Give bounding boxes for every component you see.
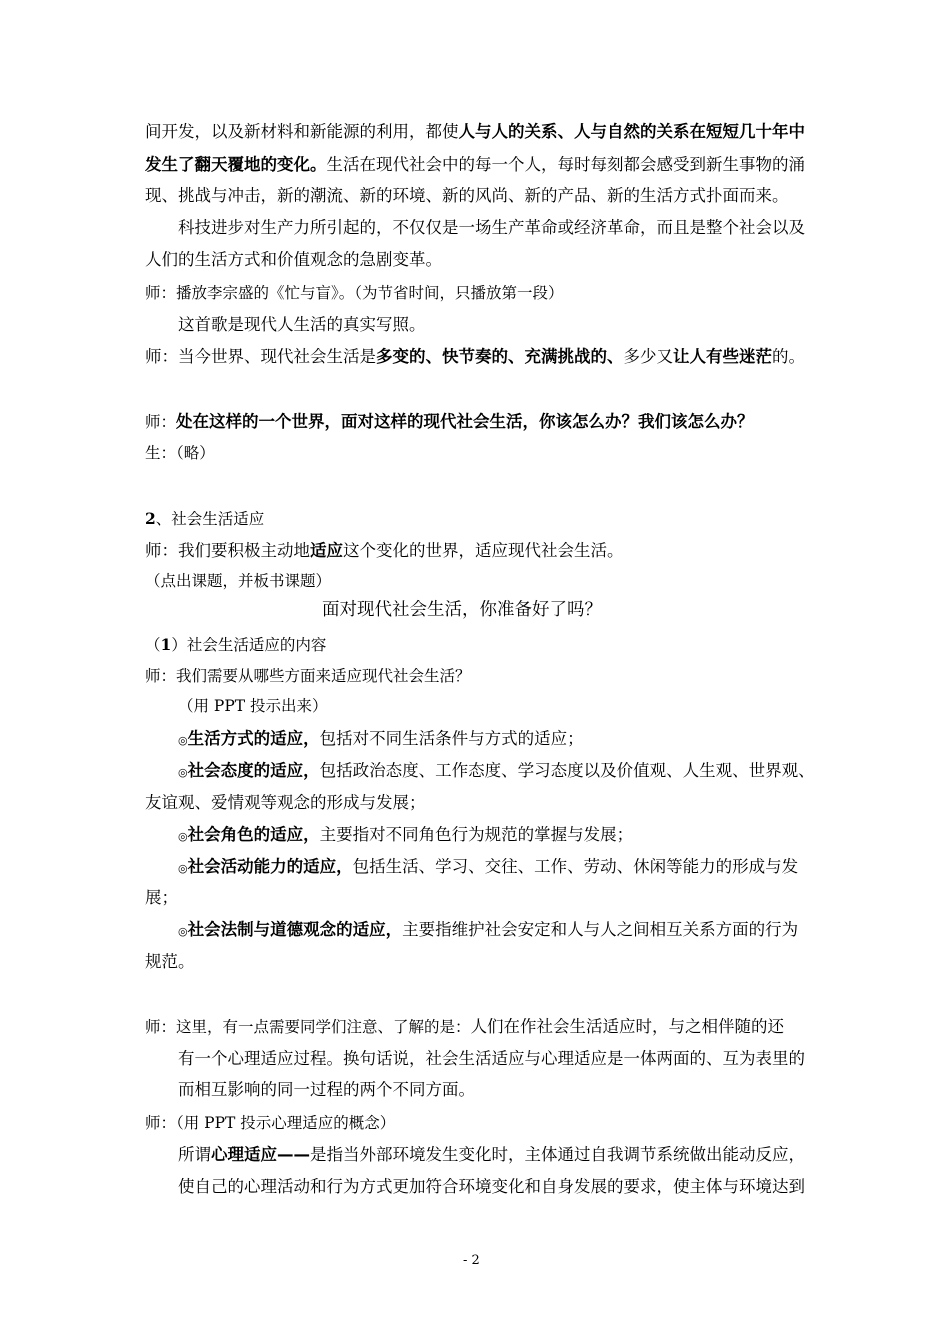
paragraph-line: 这首歌是现代人生活的真实写照。 — [178, 315, 426, 334]
bold-text: 处在这样的一个世界，面对这样的现代社会生活，你该怎么办？我们该怎么办？ — [176, 412, 754, 431]
text-span: 多少又 — [623, 347, 673, 366]
text-span: ）社会生活适应的内容 — [171, 636, 327, 654]
note-line: （点出课题，并板书课题） — [145, 572, 332, 590]
bullet-mark-icon: ◎ — [178, 925, 188, 938]
bold-text: 人与人的关系、人与自然的关系在短短几十年中 — [458, 122, 805, 141]
bullet-item — [178, 827, 633, 844]
note-line: （用 PPT 投示出来） — [178, 697, 328, 715]
paragraph-line: 现、挑战与冲击，新的潮流、新的环境、新的风尚、新的产品、新的生活方式扑面而来。 — [145, 186, 789, 205]
text-span: 包括政治态度、工作态度、学习态度以及价值观、人生观、世界观、 — [319, 761, 815, 780]
paragraph-line — [145, 124, 805, 141]
bullet-item — [178, 763, 815, 780]
text-span: 的。 — [772, 347, 805, 366]
text-span: 包括对不同生活条件与方式的适应； — [319, 729, 584, 748]
bold-text: 生活方式的适应， — [187, 729, 320, 748]
teacher-line — [145, 349, 805, 366]
text-span: 间开发，以及新材料和新能源的利用，都使 — [145, 122, 459, 141]
bold-text: 社会角色的适应， — [187, 825, 320, 844]
page-number: - 2 — [463, 1253, 480, 1268]
bold-text: 适应 — [310, 541, 343, 560]
text-span: 这个变化的世界，适应现代社会生活。 — [343, 541, 624, 560]
student-line: 生：（略） — [145, 444, 215, 462]
teacher-line — [145, 1019, 784, 1036]
bold-text: 多变的、快节奏的、充满挑战的、 — [376, 347, 624, 366]
paragraph-line: 使自己的心理活动和行为方式更加符合环境变化和自身发展的要求，使主体与环境达到 — [178, 1177, 805, 1196]
text-span: 所谓 — [178, 1145, 211, 1164]
text-span: 师：这里，有一点需要同学们注意、了解的是： — [145, 1018, 471, 1036]
subsection-number: 1 — [160, 635, 172, 654]
section-number: 2 — [145, 509, 156, 528]
text-span: 师：当今世界、现代社会生活是 — [145, 347, 376, 366]
text-span: 主要指维护社会安定和人与人之间相互关系方面的行为 — [402, 920, 799, 939]
text-span: 包括生活、学习、交往、工作、劳动、休闲等能力的形成与发 — [352, 857, 799, 876]
paragraph-line: 规范。 — [145, 952, 195, 971]
teacher-line: 师：（用 PPT 投示心理适应的概念） — [145, 1114, 396, 1132]
text-span: （ — [145, 636, 161, 654]
bullet-mark-icon: ◎ — [178, 862, 188, 875]
paragraph-line: 有一个心理适应过程。换句话说，社会生活适应与心理适应是一体两面的、互为表里的 — [178, 1049, 805, 1068]
paragraph-line: 友谊观、爱情观等观念的形成与发展； — [145, 793, 426, 812]
paragraph-line: 展； — [145, 888, 178, 907]
subsection-heading — [145, 637, 326, 654]
bullet-item — [178, 859, 798, 876]
bullet-item — [178, 731, 584, 748]
lesson-title: 面对现代社会生活，你准备好了吗？ — [322, 600, 602, 620]
paragraph-line: 科技进步对生产力所引起的，不仅仅是一场生产革命或经济革命，而且是整个社会以及 — [178, 218, 805, 237]
teacher-line — [145, 414, 754, 431]
teacher-line: 师：播放李宗盛的《忙与盲》。（为节省时间，只播放第一段） — [145, 284, 564, 302]
text-span: 生活在现代社会中的每一个人，每时每刻都会感受到新生事物的涌 — [326, 155, 805, 174]
bold-text: 社会法制与道德观念的适应， — [187, 920, 403, 939]
teacher-line — [145, 543, 624, 560]
text-span: 、社会生活适应 — [155, 510, 265, 528]
bullet-item — [178, 922, 798, 939]
text-span: 师： — [145, 413, 177, 431]
text-span: 师：我们要积极主动地 — [145, 541, 310, 560]
bullet-mark-icon: ◎ — [178, 766, 188, 779]
teacher-line: 师：我们需要从哪些方面来适应现代社会生活？ — [145, 667, 471, 685]
bold-text: 发生了翻天覆地的变化。 — [145, 155, 327, 174]
bullet-mark-icon: ◎ — [178, 734, 188, 747]
paragraph-line — [178, 1147, 805, 1164]
paragraph-line: 人们的生活方式和价值观念的急剧变革。 — [145, 250, 442, 269]
bold-text: 心理适应—— — [211, 1145, 310, 1164]
bold-text: 让人有些迷茫 — [673, 347, 772, 366]
paragraph-line: 而相互影响的同一过程的两个不同方面。 — [178, 1080, 475, 1099]
text-span: 人们在作社会生活适应时，与之相伴随的还 — [470, 1017, 785, 1036]
bold-text: 社会活动能力的适应， — [187, 857, 353, 876]
bullet-mark-icon: ◎ — [178, 830, 188, 843]
bold-text: 社会态度的适应， — [187, 761, 320, 780]
text-span: 主要指对不同角色行为规范的掌握与发展； — [319, 825, 634, 844]
text-span: 是指当外部环境发生变化时，主体通过自我调节系统做出能动反应， — [310, 1145, 805, 1164]
section-heading — [145, 511, 264, 528]
paragraph-line — [145, 157, 805, 174]
